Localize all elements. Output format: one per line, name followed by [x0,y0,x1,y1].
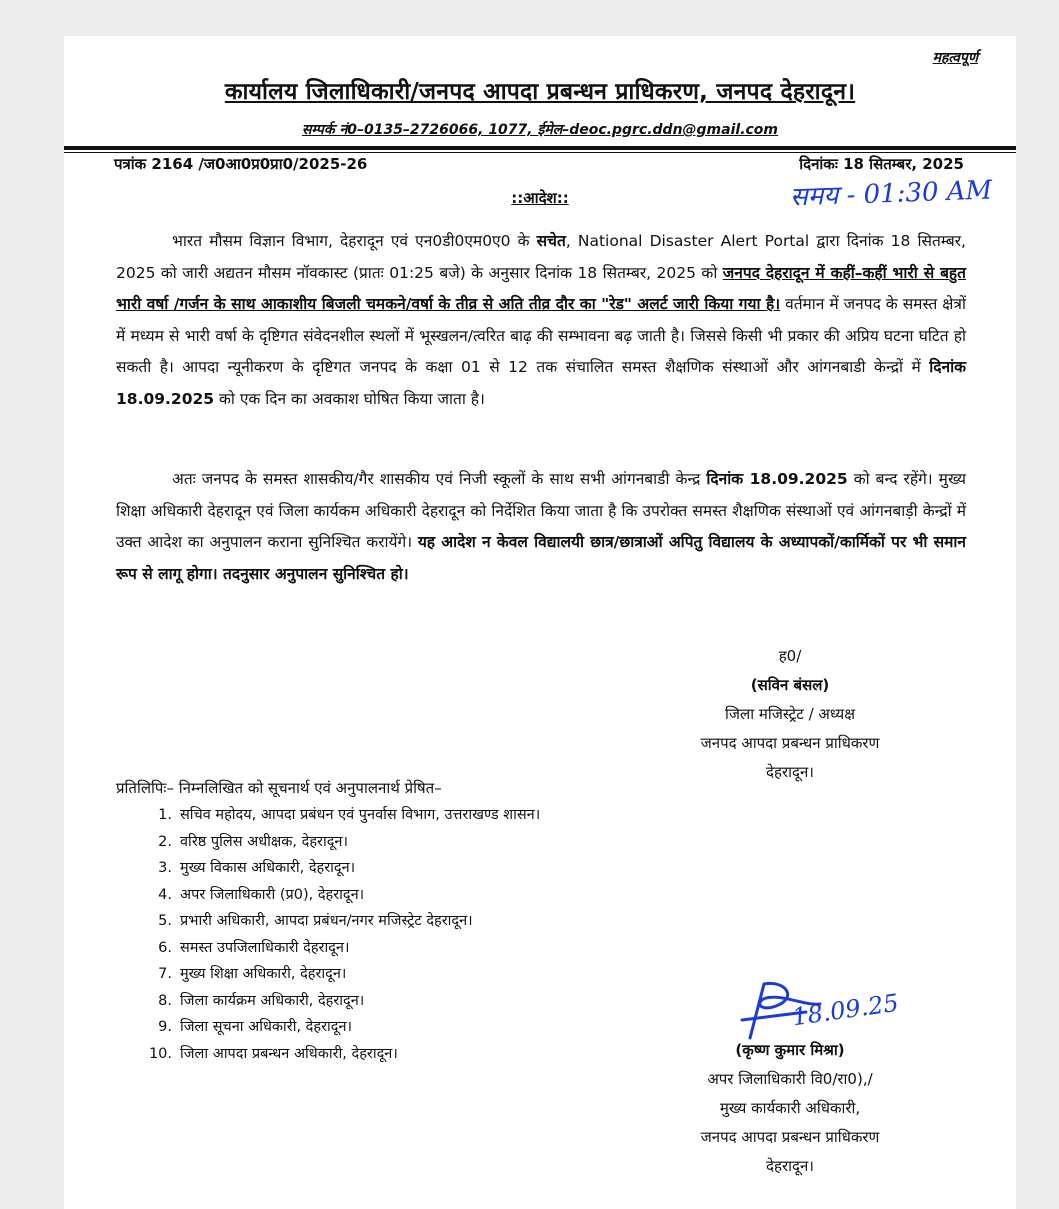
contact-line: सम्पर्क नं0–0135–2726066, 1077, ईमेल–deoc.pgrc.ddn@gmail.com [301,122,779,138]
copy-to-item-number: 10. [148,1045,172,1062]
signatory-name: (सविन बंसल) [750,676,830,694]
copy-to-item-number: 7. [158,966,172,982]
header-rule [64,146,1016,150]
signatory-body: जनपद आपदा प्रबन्धन प्राधिकरण [700,1128,880,1146]
holiday-date: दिनांक 18.09.2025 [116,358,966,408]
document-page [64,36,1016,1209]
signatory-designation: अपर जिलाधिकारी वि0/रा0),/ [707,1070,873,1088]
copy-to-item-number: 1. [158,807,172,823]
importance-mark: महत्वपूर्ण [932,50,978,66]
copy-to-item [142,961,540,988]
copy-to-item-number: 3. [158,860,172,876]
order-heading: ::आदेश:: [511,189,569,207]
copy-to-item-text: वरिष्ठ पुलिस अधीक्षक, देहरादून। [180,833,348,850]
signature-block-adm [660,1036,920,1181]
header-rule-thin [64,152,1016,153]
copy-to-item-text: जिला आपदा प्रबन्धन अधिकारी, देहरादून। [180,1045,398,1062]
copy-to-item-number: 6. [158,939,172,956]
copy-to-item-text: मुख्य शिक्षा अधिकारी, देहरादून। [180,966,347,982]
paragraph-bold-text: सचेत [536,232,566,250]
paragraph-text: को एक दिन का अवकाश घोषित किया जाता है। [214,389,485,408]
signatory-name: (कृष्ण कुमार मिश्रा) [735,1041,845,1059]
copy-to-item [142,1014,540,1041]
order-paragraph-2 [116,464,966,590]
copy-to-item [142,935,540,962]
handwritten-time-note: समय - 01:30 AM [789,175,993,213]
signatory-place: देहरादून। [766,1157,814,1175]
paragraph-text: को बन्द रहेंगे। मुख्य शिक्षा अधिकारी देहरादून एवं जिला कार्यकम अधिकारी देहरादून को निर्देशित किया जाता है कि उपरोक्त समस्त शैक्षणिक संस्थाओं एवं आंगनबाड़ी केन्द्रों में उक्त आदेश का अनुपालन कराना सुनिश्चित करायेंगे। [116,470,966,551]
copy-to-item-number: 9. [158,1019,172,1035]
handwritten-signature-date: 18.09.25 [790,988,901,1032]
copy-to-list [142,802,540,1067]
red-alert-statement: जनपद देहरादून में कहीं–कहीं भारी से बहुत भारी वर्षा /गर्जन के साथ आकाशीय बिजली चमकने/वर्षा के तीव्र से अति तीव्र दौर का "रेड" अलर्ट जारी किया गया है। [116,263,966,313]
copy-to-item-number: 2. [158,833,172,850]
copy-to-item-text: जिला कार्यक्रम अधिकारी, देहरादून। [180,992,365,1009]
closure-date: दिनांक 18.09.2025 [706,470,848,488]
order-paragraph-1 [116,226,966,415]
signatory-designation: मुख्य कार्यकारी अधिकारी, [719,1099,861,1117]
copy-to-item [142,988,540,1015]
letter-date: दिनांकः 18 सितम्बर, 2025 [799,155,964,173]
signature-block-dm [660,642,920,787]
applicability-statement: यह आदेश न केवल विद्यालयी छात्र/छात्राओं अपितु विद्यालय के अध्यापकों/कार्मिकों पर भी समान रूप से लागू होगा। तदनुसार अनुपालन सुनिश्चित हो। [116,533,966,583]
paragraph-text: वर्तमान में जनपद के समस्त क्षेत्रों में मध्यम से भारी वर्षा के दृष्टिगत संवेदनशील स्थलों में भूस्खलन/त्वरित बाढ़ की सम्भावना बढ़ जाती है। जिससे किसी भी प्रकार की अप्रिय घटना घटित हो सकती है। आपदा न्यूनीकरण के दृष्टिगत जनपद के कक्षा 01 से 12 तक संचालित समस्त शैक्षणिक संस्थाओं और आंगनबाडी केन्द्रों में [116,295,966,376]
copy-to-item-text: अपर जिलाधिकारी (प्र0), देहरादून। [180,886,365,903]
office-title: कार्यालय जिलाधिकारी/जनपद आपदा प्रबन्धन प्राधिकरण, जनपद देहरादून। [224,79,856,105]
copy-to-item [142,1041,540,1068]
copy-to-item-number: 5. [158,913,172,929]
copy-to-item [142,829,540,856]
copy-to-item [142,802,540,829]
copy-to-item-text: समस्त उपजिलाधिकारी देहरादून। [180,939,350,956]
copy-to-item-number: 4. [158,886,172,903]
copy-to-item-text: मुख्य विकास अधिकारी, देहरादून। [180,860,356,876]
copy-to-item-number: 8. [158,992,172,1009]
paragraph-text: अतः जनपद के समस्त शासकीय/गैर शासकीय एवं निजी स्कूलों के साथ सभी आंगनबाडी केन्द्र [172,470,707,488]
copy-to-item [142,855,540,882]
copy-to-item-text: सचिव महोदय, आपदा प्रबंधन एवं पुनर्वास विभाग, उत्तराखण्ड शासन। [180,807,541,823]
paragraph-text: भारत मौसम विज्ञान विभाग, देहरादून एवं एन0डी0एम0ए0 के [172,232,537,250]
copy-to-heading: प्रतिलिपिः– निम्नलिखित को सूचनार्थ एवं अनुपालनार्थ प्रेषित– [116,779,442,797]
signatory-place: देहरादून। [766,763,814,781]
paragraph-text: , National Disaster Alert Portal द्वारा दिनांक 18 सितम्बर, 2025 को जारी अद्यतन मौसम नॉवकास्ट (प्रातः 01:25 बजे) के अनुसार दिनांक 18 सितम्बर, 2025 को [116,232,966,282]
copy-to-item-text: जिला सूचना अधिकारी, देहरादून। [180,1019,353,1035]
signatory-body: जनपद आपदा प्रबन्धन प्राधिकरण [700,734,880,752]
copy-to-item-text: प्रभारी अधिकारी, आपदा प्रबंधन/नगर मजिस्ट्रेट देहरादून। [180,913,473,929]
signed-mark: ह0/ [778,647,802,665]
copy-to-item [142,908,540,935]
signatory-designation: जिला मजिस्ट्रेट / अध्यक्ष [725,705,855,723]
copy-to-item [142,882,540,909]
reference-number: पत्रांक 2164 /ज0आ0प्र0प्रा0/2025-26 [114,155,368,173]
